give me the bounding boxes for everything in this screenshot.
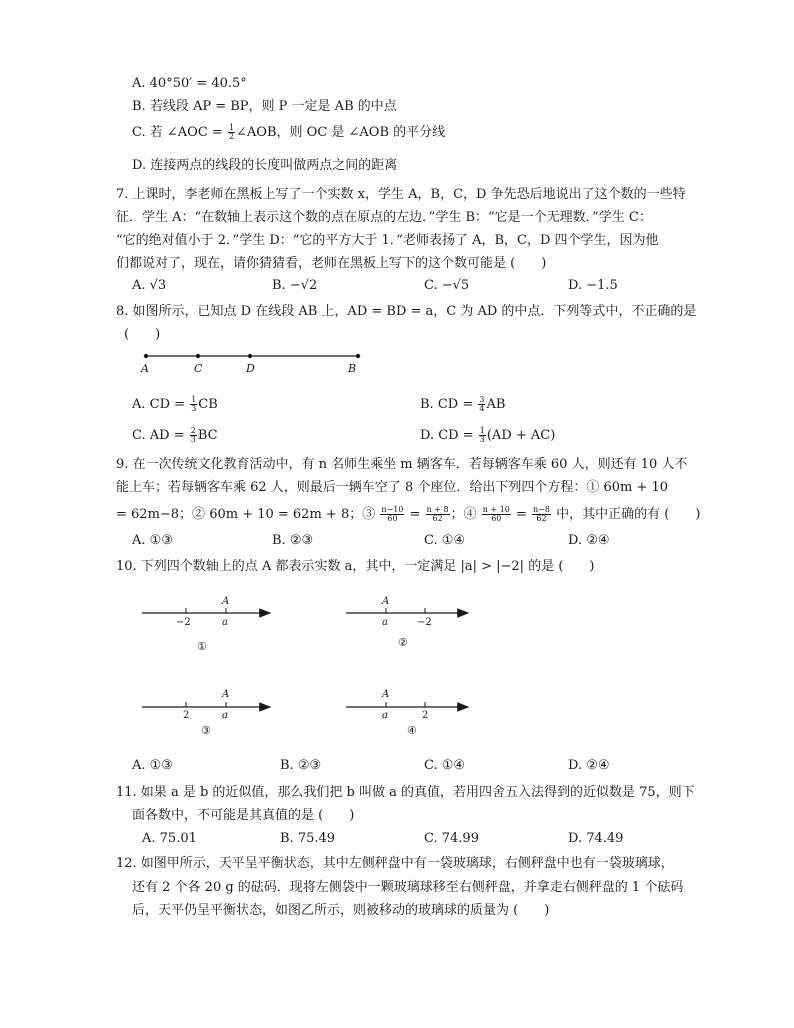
- q6-option-c-pre: C. 若 ∠AOC =: [132, 125, 227, 140]
- q10-fig1-point-a: A: [222, 596, 230, 607]
- q10-fig4-caption: ④: [407, 724, 417, 737]
- q10-fig1-label-neg2: −2: [176, 617, 191, 628]
- q8-line-1: 8. 如图所示，已知点 D 在线段 AB 上，AD = BD = a，C 为 AD 的中点．下列等式中，不正确的是: [116, 304, 697, 319]
- q10-fig1-caption: ①: [197, 640, 207, 653]
- q11-line-2: 面各数中，不可能是其真值的是 ( ): [132, 808, 355, 823]
- q9-line-3: = 62m−8；② 60m + 10 = 62m + 8；③ $\frac{n-10}{60}$ = $\frac{n + 8}{62}$ ；④ $\frac{n + 10}{60}$ = $\frac{n-8}{62}$ 中，其中正确的有 ( ): [116, 505, 701, 523]
- q10-option-b: B. ②③: [280, 758, 322, 773]
- q11-option-d: D. 74.49: [568, 831, 624, 846]
- q11-option-c: C. 74.99: [424, 831, 479, 846]
- q8-point-a: [144, 354, 148, 358]
- q9-option-d: D. ②④: [568, 533, 610, 548]
- q7-option-b: B. −√2: [272, 278, 318, 293]
- q11-option-a: A. 75.01: [142, 831, 197, 846]
- q9-option-b: B. ②③: [272, 533, 314, 548]
- q9-line-1: 9. 在一次传统文化教育活动中，有 n 名师生乘坐 m 辆客车．若每辆客车乘 60 人，则还有 10 人不: [116, 457, 688, 472]
- q10-fig3-point-a: A: [222, 689, 230, 700]
- q10-fig4-label-a: a: [382, 710, 388, 721]
- q7-line-2: 征．学生 A：“在数轴上表示这个数的点在原点的左边．”学生 B：“它是一个无理数．”学生 C：: [116, 210, 652, 225]
- q7-option-c: C. −√5: [424, 278, 470, 293]
- q10-fig2-point-a: A: [382, 596, 390, 607]
- q6-option-b: B. 若线段 AP = BP，则 P 一定是 AB 的中点: [132, 99, 397, 114]
- q10-fig4-label-2: 2: [422, 710, 429, 721]
- q12-line-2: 还有 2 个各 20 g 的砝码．现将左侧袋中一颗玻璃球移至右侧秤盘，并拿走右侧秤盘的 1 个砝码: [132, 880, 684, 895]
- q9-option-a: A. ①③: [132, 533, 173, 548]
- q7-line-3: “它的绝对值小于 2．”学生 D：“它的平方大于 1．”老师表扬了 A，B，C，D 四个学生，因为他: [116, 233, 659, 248]
- q6-fraction: $\frac{1}{2}$: [228, 123, 235, 141]
- q6-option-a: A. 40°50′ = 40.5°: [132, 76, 247, 91]
- q8-option-d: D. CD = $\frac{1}{3}$ (AD + AC): [420, 426, 556, 444]
- q10-fig2-caption: ②: [398, 636, 408, 649]
- q10-option-c: C. ①④: [424, 758, 466, 773]
- q8-label-c: C: [194, 362, 203, 375]
- q7-option-a: A. √3: [132, 278, 167, 293]
- q9-option-c: C. ①④: [424, 533, 466, 548]
- q11-line-1: 11. 如果 a 是 b 的近似值，那么我们把 b 叫做 a 的真值，若用四舍五入法得到的近似数是 75，则下: [116, 785, 695, 800]
- q6-option-c: [132, 124, 445, 142]
- q10-option-a: A. ①③: [132, 758, 173, 773]
- q6-option-c-post: ∠AOB，则 OC 是 ∠AOB 的平分线: [236, 125, 446, 140]
- q12-line-3: 后，天平仍呈平衡状态，如图乙所示，则被移动的玻璃球的质量为 ( ): [132, 903, 550, 918]
- q10-fig2-label-neg2: −2: [417, 617, 432, 628]
- q8-point-d: [248, 354, 252, 358]
- q8-option-c: C. AD = $\frac{2}{3}$ BC: [132, 426, 218, 444]
- q11-option-b: B. 75.49: [280, 831, 336, 846]
- q9-line-2: 能上车；若每辆客车乘 62 人，则最后一辆车空了 8 个座位．给出下列四个方程：① 60m + 10: [116, 480, 669, 495]
- q7-line-4: 们都说对了，现在，请你猜猜看，老师在黑板上写下的这个数可能是 ( ): [116, 256, 547, 271]
- q10-fig3-label-2: 2: [183, 710, 190, 721]
- q8-label-d: D: [246, 362, 255, 375]
- q8-point-c: [196, 354, 200, 358]
- q8-option-b: B. CD = $\frac{3}{4}$ AB: [420, 395, 506, 413]
- q10-fig4-point-a: A: [382, 689, 390, 700]
- q10-line-1: 10. 下列四个数轴上的点 A 都表示实数 a，其中，一定满足 |a| > |−2| 的是 ( ): [116, 559, 595, 574]
- q10-fig2-label-a: a: [382, 617, 388, 628]
- q8-label-a: A: [141, 362, 149, 375]
- q8-option-a: A. CD = $\frac{1}{3}$ CB: [132, 395, 218, 413]
- q7-option-d: D. −1.5: [568, 278, 618, 293]
- q7-line-1: 7. 上课时，李老师在黑板上写了一个实数 x，学生 A，B，C，D 争先恐后地说出了这个数的一些特: [116, 187, 686, 202]
- q12-line-1: 12. 如图甲所示，天平呈平衡状态，其中左侧秤盘中有一袋玻璃球，右侧秤盘中也有一袋玻璃球，: [116, 856, 674, 871]
- q6-option-d: D. 连接两点的线段的长度叫做两点之间的距离: [132, 158, 398, 173]
- q8-line-2: ( ): [124, 327, 161, 342]
- q10-fig1-label-a: a: [222, 617, 228, 628]
- q8-point-b: [356, 354, 360, 358]
- q10-fig3-caption: ③: [201, 724, 211, 737]
- q10-option-d: D. ②④: [568, 758, 610, 773]
- q8-label-b: B: [348, 362, 357, 375]
- q10-fig3-label-a: a: [222, 710, 228, 721]
